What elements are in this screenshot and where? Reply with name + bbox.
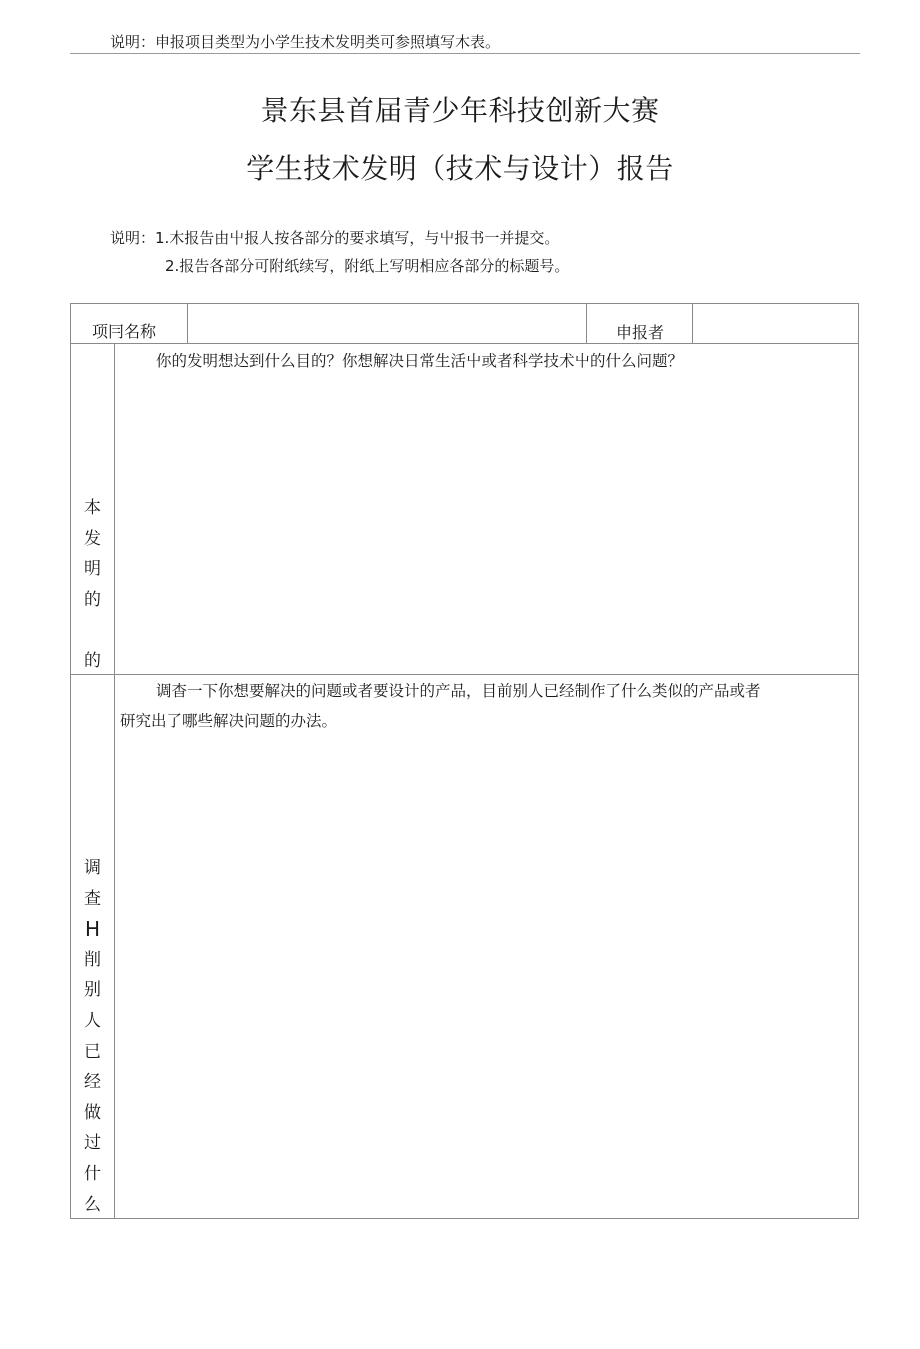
page-title: 景东县首届青少年科技创新大赛 xyxy=(260,94,660,127)
section1-label-char: 的 xyxy=(84,589,101,610)
section2-label-char: 经 xyxy=(84,1072,101,1093)
section1-label-char xyxy=(71,615,114,646)
table-col-divider-applicant-right xyxy=(692,303,693,344)
section2-label-char: 调 xyxy=(84,858,101,878)
section1-prompt: 你的发明想达到什么目的？你想解决日常生活屮或者科学技术屮的什么问题？ xyxy=(156,352,684,370)
table-border-bottom xyxy=(70,1218,859,1219)
section2-label-char: 查 xyxy=(84,888,101,909)
section1-label-char: 明 xyxy=(84,559,101,580)
section1-label-char: 的 xyxy=(84,650,101,671)
section2-label-char: 削 xyxy=(84,949,101,970)
section2-label-char: 人 xyxy=(84,1010,101,1031)
section2-prompt-line-2: 研究出了哪些解决问题的办法。 xyxy=(120,712,338,730)
section1-label-char: 发 xyxy=(84,528,101,549)
project-name-field[interactable] xyxy=(190,306,584,342)
section2-vertical-label xyxy=(71,853,114,1220)
section2-label-char: 过 xyxy=(84,1133,101,1154)
section2-label-char: 别 xyxy=(84,980,101,1001)
table-row-divider-2 xyxy=(70,674,859,675)
section2-label-char: 什 xyxy=(84,1163,101,1184)
table-col-divider-applicant-left xyxy=(586,303,587,344)
applicant-field[interactable] xyxy=(695,306,856,342)
table-col-divider-name xyxy=(187,303,188,344)
header-divider xyxy=(70,53,860,54)
section2-label-char: 做 xyxy=(84,1102,101,1123)
page-subtitle: 学生技术发明（技术与设计）报告 xyxy=(246,152,674,185)
applicant-label: 申报者 xyxy=(616,323,665,342)
section2-label-char: H xyxy=(84,917,101,942)
section2-prompt-line-1: 调杳一下你想要解决的问题或者要设计的产品，目前别人已经制作了什么类似的产品或者 xyxy=(156,682,761,700)
table-border-top xyxy=(70,303,859,304)
table-col-divider-label xyxy=(114,343,115,1218)
project-name-label: 项冃名称 xyxy=(92,322,157,341)
section1-vertical-label xyxy=(71,493,114,677)
instruction-line-1: 说明：1.木报告由屮报人按各部分的要求填写，与屮报书一并提交。 xyxy=(110,229,560,247)
section2-label-char: 已 xyxy=(84,1041,101,1062)
table-row-divider-1 xyxy=(70,343,859,344)
section1-label-char: 本 xyxy=(84,498,101,518)
table-border-right xyxy=(858,303,859,1219)
header-note: 说明：申报项目类型为小学生技术发明类可参照填写木表。 xyxy=(110,33,501,51)
section2-label-char: 么 xyxy=(84,1194,101,1215)
instruction-line-2: 2.报告各部分可附纸续写，附纸上写明相应各部分的标题号。 xyxy=(165,257,570,275)
